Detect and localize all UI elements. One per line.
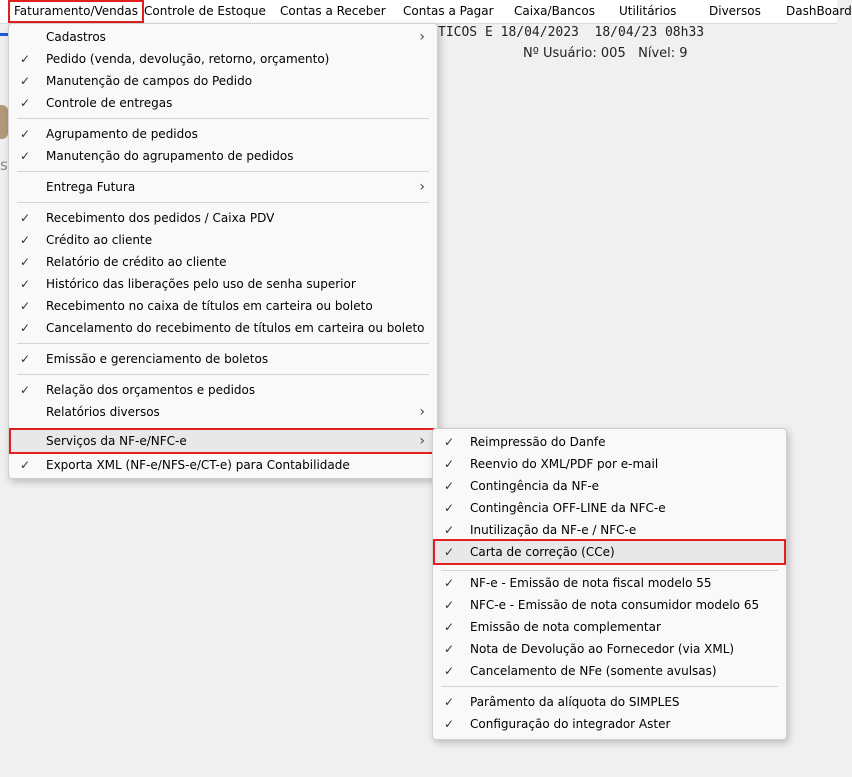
- menu-item-nf-e-emissao-de-nota-fiscal-modelo-55[interactable]: [435, 572, 784, 594]
- menu-diversos[interactable]: Diversos: [709, 4, 761, 18]
- menu-item-label: Nota de Devolução ao Fornecedor (via XML): [470, 642, 735, 656]
- menu-item-controle-de-entregas[interactable]: [11, 92, 435, 114]
- menu-dashboard[interactable]: DashBoard: [786, 4, 852, 18]
- menu-item-cadastros[interactable]: [11, 26, 435, 48]
- menu-item-carta-de-correcao-cce[interactable]: [435, 541, 784, 563]
- menu-item-label: Cancelamento do recebimento de títulos em carteira ou boleto: [46, 321, 425, 335]
- chevron-right-icon: ›: [419, 179, 425, 195]
- menu-item-label: Contingência OFF-LINE da NFC-e: [470, 501, 666, 515]
- menu-item-label: Agrupamento de pedidos: [46, 127, 198, 141]
- menu-item-inutilizacao-da-nf-e-nfc-e[interactable]: [435, 519, 784, 541]
- check-icon: ✓: [20, 233, 31, 247]
- menu-item-label: Reimpressão do Danfe: [470, 435, 606, 449]
- check-icon: ✓: [20, 52, 31, 66]
- check-icon: ✓: [20, 352, 31, 366]
- menu-item-label: Reenvio do XML/PDF por e-mail: [470, 457, 659, 471]
- check-icon: ✓: [444, 479, 455, 493]
- chevron-right-icon: ›: [419, 433, 425, 449]
- menu-bar: [0, 0, 852, 24]
- menu-item-label: Contingência da NF-e: [470, 479, 600, 493]
- menu-item-manutencao-de-campos-do-pedido[interactable]: [11, 70, 435, 92]
- menu-item-entrega-futura[interactable]: [11, 176, 435, 198]
- menu-item-label: Cancelamento de NFe (somente avulsas): [470, 664, 717, 678]
- faturamento-dropdown: [8, 23, 438, 479]
- menu-contas-receber[interactable]: Contas a Receber: [280, 4, 386, 18]
- menu-item-recebimento-dos-pedidos-caixa-pdv[interactable]: [11, 207, 435, 229]
- menu-item-manutencao-do-agrupamento-de-pedidos[interactable]: [11, 145, 435, 167]
- menu-item-label: Entrega Futura: [46, 180, 136, 194]
- servicos-nfe-submenu: [432, 428, 787, 740]
- menu-item-agrupamento-de-pedidos[interactable]: [11, 123, 435, 145]
- menu-item-nota-de-devolucao-ao-fornecedor-via-xml[interactable]: [435, 638, 784, 660]
- check-icon: ✓: [20, 96, 31, 110]
- menu-item-label: Relatório de crédito ao cliente: [46, 255, 227, 269]
- menu-item-label: Emissão de nota complementar: [470, 620, 661, 634]
- check-icon: ✓: [20, 277, 31, 291]
- menu-item-label: Carta de correção (CCe): [470, 545, 615, 559]
- header-date-line: TICOS E 18/04/2023 18/04/23 08h33: [438, 25, 705, 40]
- check-icon: ✓: [20, 255, 31, 269]
- menu-item-nfc-e-emissao-de-nota-consumidor-modelo-65[interactable]: [435, 594, 784, 616]
- check-icon: ✓: [444, 545, 455, 559]
- menu-separator: [17, 202, 429, 203]
- check-icon: ✓: [20, 458, 31, 472]
- check-icon: ✓: [444, 642, 455, 656]
- check-icon: ✓: [20, 299, 31, 313]
- menu-item-reenvio-do-xml-pdf-por-e-mail[interactable]: [435, 453, 784, 475]
- check-icon: ✓: [444, 576, 455, 590]
- menu-contas-pagar[interactable]: Contas a Pagar: [403, 4, 494, 18]
- menu-item-label: NFC-e - Emissão de nota consumidor modelo 65: [470, 598, 760, 612]
- check-icon: ✓: [444, 695, 455, 709]
- menu-item-label: Parâmento da alíquota do SIMPLES: [470, 695, 680, 709]
- menu-item-label: Relatórios diversos: [46, 405, 160, 419]
- chevron-right-icon: ›: [419, 404, 425, 420]
- menu-item-label: Exporta XML (NF-e/NFS-e/CT-e) para Contabilidade: [46, 458, 350, 472]
- menu-item-label: Cadastros: [46, 30, 106, 44]
- menu-utilitarios[interactable]: Utilitários: [619, 4, 677, 18]
- check-icon: ✓: [444, 620, 455, 634]
- menu-item-cancelamento-de-nfe-somente-avulsas[interactable]: [435, 660, 784, 682]
- menu-faturamento-vendas[interactable]: Faturamento/Vendas: [8, 0, 144, 23]
- header-user-line: Nº Usuário: 005 Nível: 9: [523, 46, 688, 61]
- menu-item-relacao-dos-orcamentos-e-pedidos[interactable]: [11, 379, 435, 401]
- check-icon: ✓: [20, 383, 31, 397]
- menu-item-emissao-de-nota-complementar[interactable]: [435, 616, 784, 638]
- menu-separator: [17, 343, 429, 344]
- menu-item-contingencia-da-nf-e[interactable]: [435, 475, 784, 497]
- background-text-fragment: s: [0, 156, 8, 174]
- check-icon: ✓: [20, 211, 31, 225]
- check-icon: ✓: [444, 717, 455, 731]
- menu-item-recebimento-no-caixa-de-titulos-em-carteira-ou-boleto[interactable]: [11, 295, 435, 317]
- menu-separator: [17, 374, 429, 375]
- menu-item-label: Crédito ao cliente: [46, 233, 153, 247]
- menu-controle-estoque[interactable]: Controle de Estoque: [144, 4, 266, 18]
- menu-item-cancelamento-do-recebimento-de-titulos-em-carteira-ou-boleto[interactable]: [11, 317, 435, 339]
- menu-separator: [17, 171, 429, 172]
- menu-caixa-bancos[interactable]: Caixa/Bancos: [514, 4, 595, 18]
- menu-item-exporta-xml-nf-e-nfs-e-ct-e-para-contabilidade[interactable]: [11, 454, 435, 476]
- menu-item-pedido-venda-devolucao-retorno-orcamento[interactable]: [11, 48, 435, 70]
- check-icon: ✓: [444, 598, 455, 612]
- check-icon: ✓: [20, 149, 31, 163]
- menu-item-label: Histórico das liberações pelo uso de senha superior: [46, 277, 356, 291]
- menu-item-contingencia-off-line-da-nfc-e[interactable]: [435, 497, 784, 519]
- menu-item-reimpressao-do-danfe[interactable]: [435, 431, 784, 453]
- menu-item-paramento-da-aliquota-do-simples[interactable]: [435, 691, 784, 713]
- menu-item-label: NF-e - Emissão de nota fiscal modelo 55: [470, 576, 712, 590]
- menu-item-historico-das-liberacoes-pelo-uso-de-senha-superior[interactable]: [11, 273, 435, 295]
- check-icon: ✓: [20, 74, 31, 88]
- check-icon: ✓: [444, 457, 455, 471]
- check-icon: ✓: [444, 664, 455, 678]
- menu-item-credito-ao-cliente[interactable]: [11, 229, 435, 251]
- menu-item-label: Recebimento dos pedidos / Caixa PDV: [46, 211, 275, 225]
- menu-item-label: Configuração do integrador Aster: [470, 717, 671, 731]
- background-accent-line: [0, 33, 8, 36]
- menu-separator: [17, 118, 429, 119]
- menu-item-label: Relação dos orçamentos e pedidos: [46, 383, 256, 397]
- check-icon: ✓: [20, 321, 31, 335]
- menu-separator: [441, 570, 778, 571]
- check-icon: ✓: [444, 523, 455, 537]
- menu-item-configuracao-do-integrador-aster[interactable]: [435, 713, 784, 735]
- menu-separator: [441, 686, 778, 687]
- menu-item-emissao-e-gerenciamento-de-boletos[interactable]: [11, 348, 435, 370]
- chevron-right-icon: ›: [419, 29, 425, 45]
- check-icon: ✓: [20, 127, 31, 141]
- check-icon: ✓: [444, 435, 455, 449]
- menu-item-relatorio-de-credito-ao-cliente[interactable]: [11, 251, 435, 273]
- menu-item-label: Pedido (venda, devolução, retorno, orçamento): [46, 52, 330, 66]
- menu-item-label: Serviços da NF-e/NFC-e: [46, 434, 187, 448]
- menu-item-label: Emissão e gerenciamento de boletos: [46, 352, 269, 366]
- menu-item-relatorios-diversos[interactable]: [11, 401, 435, 423]
- menu-item-label: Controle de entregas: [46, 96, 173, 110]
- check-icon: ✓: [444, 501, 455, 515]
- menu-item-label: Manutenção do agrupamento de pedidos: [46, 149, 294, 163]
- menu-item-label: Manutenção de campos do Pedido: [46, 74, 253, 88]
- background-logo-fragment: [0, 105, 8, 139]
- menu-item-label: Inutilização da NF-e / NFC-e: [470, 523, 637, 537]
- menu-item-label: Recebimento no caixa de títulos em carteira ou boleto: [46, 299, 373, 313]
- menu-item-servicos-da-nf-e-nfc-e[interactable]: [11, 430, 435, 452]
